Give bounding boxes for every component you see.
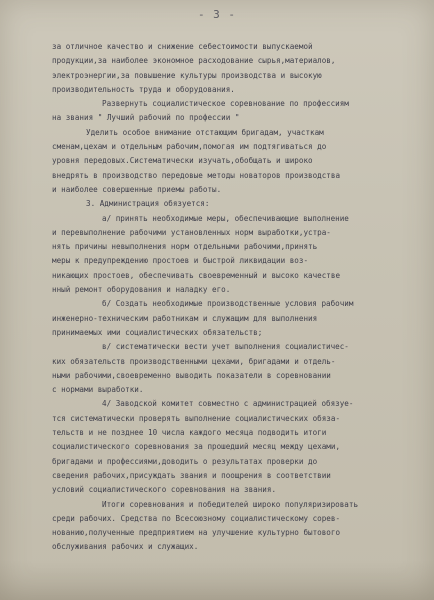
text-line: б/ Создать необходимые производственные условия рабочим [102, 299, 354, 309]
text-line: Развернуть социалистическое соревнование по профессиям [102, 99, 349, 109]
text-line: нять причины невыполнения норм отдельными рабочими,принять [52, 242, 318, 252]
text-line: инженерно-техническим работникам и служащим для выполнения [52, 313, 318, 323]
text-line: ными рабочими,своевременно выводить показатели в соревновании [52, 370, 331, 380]
text-line: электроэнергии,за повышение культуры производства и высокую [52, 70, 322, 80]
text-line: Уделить особое внимание отстающим бригадам, участкам [86, 127, 324, 137]
text-line: производительность труда и оборудования. [52, 84, 235, 94]
text-line: с нормами выработки. [52, 385, 144, 395]
text-line: нный ремонт оборудования и наладку его. [52, 285, 231, 295]
text-line: внедрять в производство передовые методы новаторов производства [52, 170, 341, 180]
text-line: 4/ Заводской комитет совместно с администрацией обязуе- [102, 399, 354, 409]
text-line: за отличное качество и снижение себестоимости выпускаемой [52, 42, 313, 51]
text-line: и наиболее совершенные приемы работы. [52, 184, 222, 194]
text-line: тся систематически проверять выполнение социалистических обяза- [52, 413, 341, 423]
text-line: условий социалистического соревнования на звания. [52, 485, 277, 495]
paper-shadow [0, 560, 434, 600]
text-line: тельств и не позднее 10 числа каждого месяца подводить итоги [52, 428, 327, 438]
text-line: и перевыполнение рабочими установленных норм выработки,устра- [52, 227, 331, 237]
text-line: сменам,цехам и отдельным рабочим,помогая им подтягиваться до [52, 142, 327, 152]
text-line: уровня передовых.Систематически изучать,обобщать и широко [52, 156, 313, 166]
document-body [52, 40, 418, 555]
text-line: в/ систематически вести учет выполнения социалистичес- [102, 342, 349, 352]
text-line: социалистического соревнования за прошедший месяц между цехами, [52, 442, 341, 452]
text-line: продукции,за наиболее экономное расходование сырья,материалов, [52, 56, 336, 66]
text-line: меры к предупреждению простоев и быстрой ликвидации воз- [52, 256, 309, 266]
text-line: среди рабочих. Средства по Всесоюзному социалистическому сорев- [52, 513, 341, 523]
text-line: ких обязательств производственными цехами, бригадами и отдель- [52, 356, 336, 366]
text-line: на звания " Лучший рабочий по профессии " [52, 113, 240, 123]
text-line: бригадами и профессиями,доводить о результатах проверки до [52, 456, 318, 466]
text-line: принимаемых ими социалистических обязательств; [52, 327, 263, 337]
text-line: никающих простоев, обеспечивать своевременный и высоко качестве [52, 270, 341, 280]
text-line: нованию,полученные предприятием на улучшение культурно бытового [52, 528, 341, 538]
section-heading: 3. Администрация обязуется: [86, 199, 210, 209]
text-line: Итоги соревнования и победителей широко популяризировать [102, 499, 359, 509]
text-line: обслуживания рабочих и служащих. [52, 542, 199, 552]
text-line: а/ принять необходимые меры, обеспечивающие выполнение [102, 213, 349, 223]
page-number: - 3 - [197, 8, 237, 21]
text-line: сведения рабочих,присуждать звания и поощрения в соответствии [52, 470, 331, 480]
